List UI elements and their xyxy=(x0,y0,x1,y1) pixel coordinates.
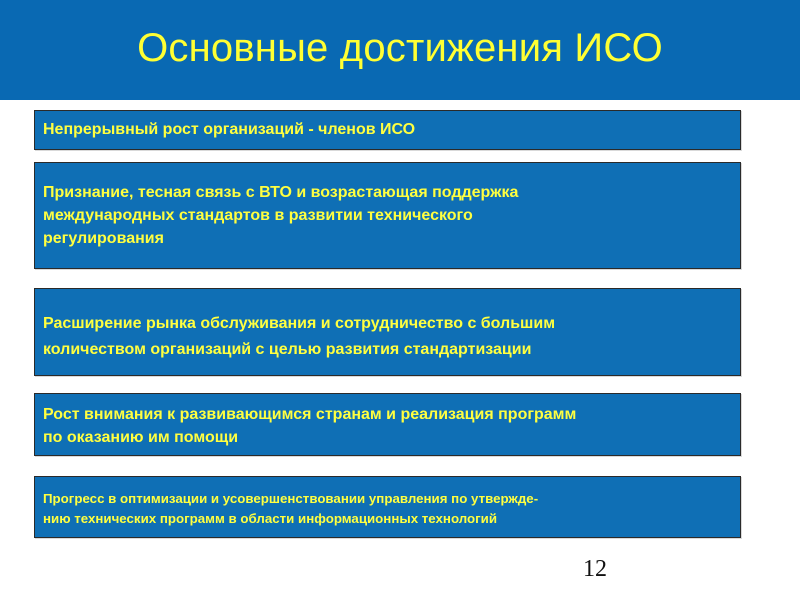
achievement-1-line-1: Непрерывный рост организаций - членов ИСО xyxy=(43,121,416,138)
achievement-3-line-1: Расширение рынка обслуживания и сотрудничество с большим xyxy=(43,315,556,332)
achievement-box-1 xyxy=(34,110,741,150)
achievement-text-3 xyxy=(43,311,734,363)
achievement-5-line-1: Прогресс в оптимизации и усовершенствовании управления по утвержде- xyxy=(43,491,539,506)
achievement-text-1 xyxy=(43,119,734,141)
achievement-text-2 xyxy=(43,181,734,250)
achievement-4-line-1: Рост внимания к развивающимся странам и реализация программ xyxy=(43,406,577,423)
page-number: 12 xyxy=(583,556,607,582)
achievement-box-2 xyxy=(34,162,741,269)
achievement-4-line-2: по оказанию им помощи xyxy=(43,429,239,446)
achievement-text-5 xyxy=(43,489,734,529)
achievement-text-4 xyxy=(43,403,734,449)
achievement-3-line-2: количеством организаций с целью развития стандартизации xyxy=(43,341,532,358)
achievement-2-line-2: международных стандартов в развитии технического xyxy=(43,207,473,224)
achievement-2-line-3: регулирования xyxy=(43,230,164,247)
title-bar xyxy=(0,0,800,100)
achievement-box-5 xyxy=(34,476,741,538)
achievement-2-line-1: Признание, тесная связь с ВТО и возрастающая поддержка xyxy=(43,184,519,201)
achievement-box-4 xyxy=(34,393,741,456)
achievement-5-line-2: нию технических программ в области информационных технологий xyxy=(43,511,498,526)
achievement-box-3 xyxy=(34,288,741,376)
slide-title: Основные достижения ИСО xyxy=(137,26,663,70)
